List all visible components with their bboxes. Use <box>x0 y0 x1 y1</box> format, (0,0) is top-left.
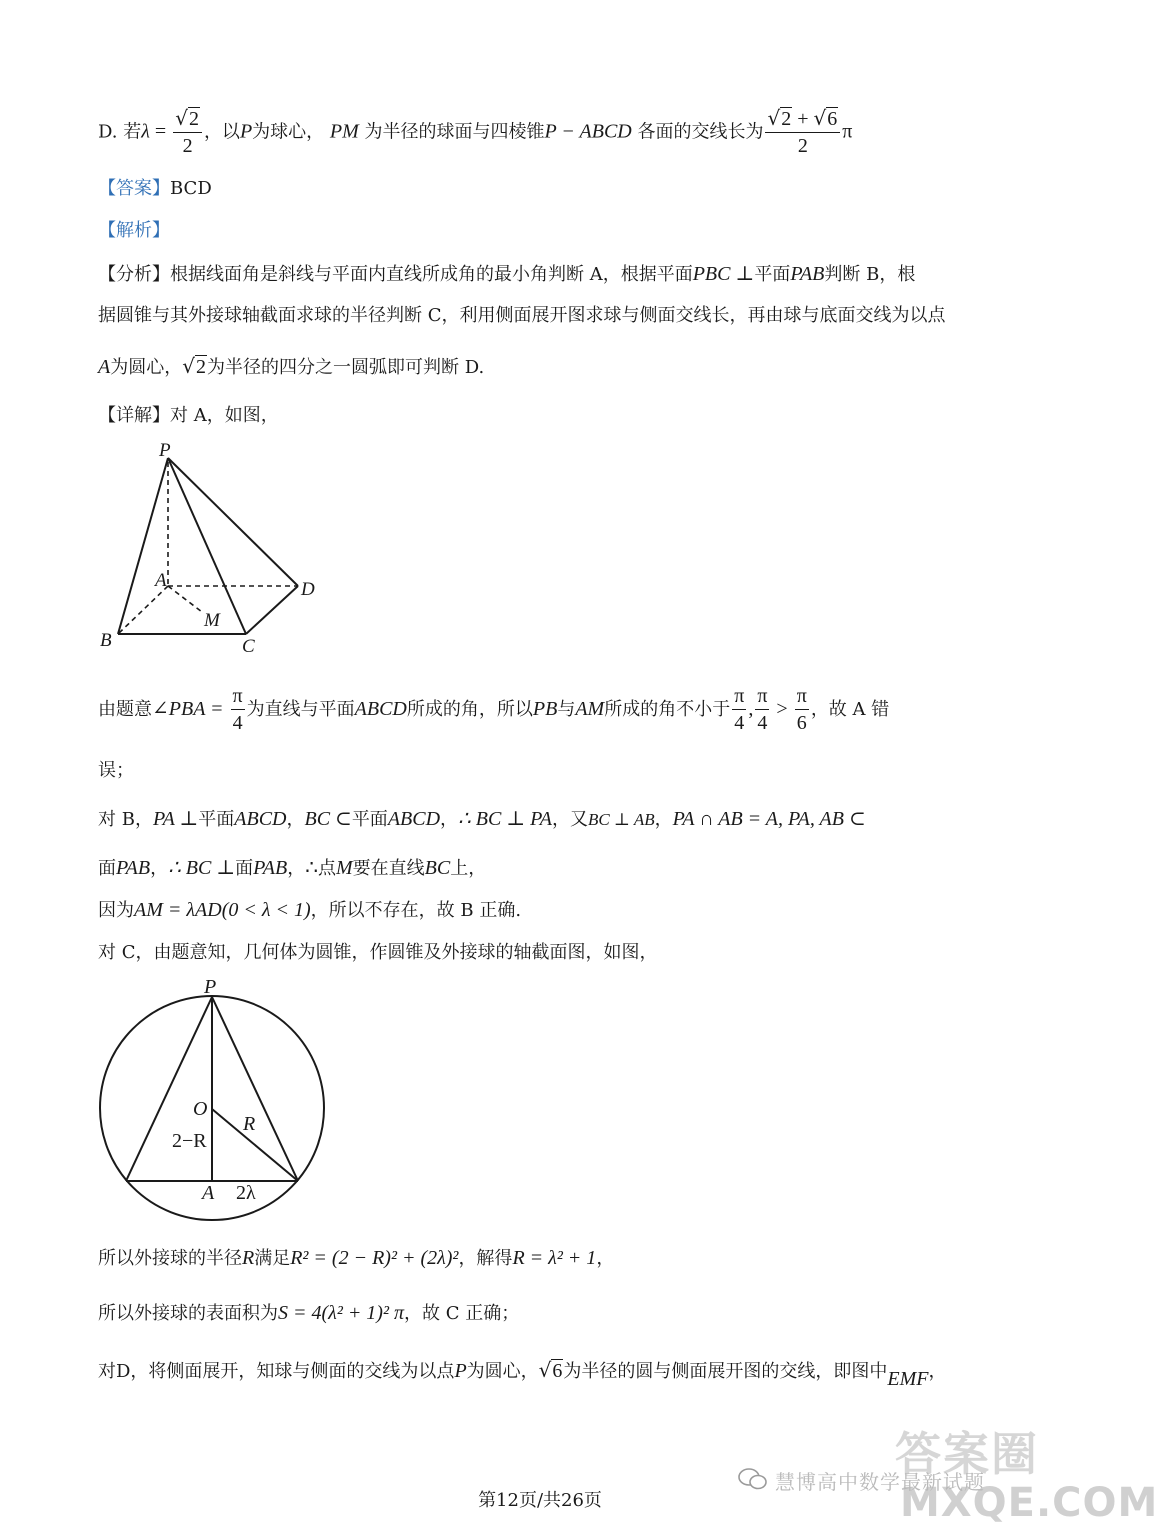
text: 面 <box>235 858 254 879</box>
fenxi-line-2 <box>98 307 946 325</box>
text: ，故 C 正确； <box>404 1303 520 1324</box>
cone-sphere-figure <box>96 975 332 1227</box>
para-s-line <box>98 1303 519 1323</box>
text: 所成的角，所以 <box>406 699 533 720</box>
text: 所以外接球的半径 <box>98 1248 242 1269</box>
text: 对D，将侧面展开，知球与侧面的交线为以点 <box>98 1361 455 1382</box>
label-b: B <box>100 630 112 651</box>
text: 上， <box>450 858 487 879</box>
text: 为圆心， <box>110 357 183 378</box>
point-p: P <box>239 120 253 143</box>
math: ABCD <box>387 808 441 830</box>
text: ， <box>928 1361 947 1382</box>
radicand-6: 6 <box>827 108 838 130</box>
frac-denominator: 4 <box>232 712 243 734</box>
frac-numerator: π <box>732 686 746 710</box>
analysis-tag-line <box>98 222 170 240</box>
text: 所成的角不小于 <box>604 699 731 720</box>
frac-denominator: 2 <box>182 135 193 157</box>
label-2-minus-r: 2−R <box>172 1130 207 1152</box>
fenxi-line-1 <box>98 264 915 284</box>
math: ABCD <box>234 808 287 830</box>
watermark-account: 慧博高中数学最新试题 <box>775 1470 985 1494</box>
para-r-line <box>98 1248 614 1268</box>
text: 要在直线 <box>352 858 425 879</box>
math: PA ⊥ <box>152 808 199 830</box>
detail-line <box>98 407 279 425</box>
label-p: P <box>204 976 217 998</box>
label-2-lambda: 2λ <box>236 1182 256 1204</box>
fraction-sqrt2-plus-sqrt6-over-2: $\frac{√2 + √6}{2}$ <box>765 108 840 157</box>
lambda-symbol: λ <box>141 120 150 143</box>
math: PBC ⊥ <box>692 263 755 285</box>
math: PAB <box>790 263 825 285</box>
page-footer: 第12页/共26页 <box>478 1490 602 1511</box>
text: 平面 <box>754 264 791 285</box>
segment-am <box>168 586 202 612</box>
point-m: M <box>335 857 353 879</box>
watermark-url: MXQE.COM <box>900 1480 1158 1526</box>
text: 为半径的圆与侧面展开图的交线，即图中 <box>563 1361 888 1382</box>
text: 对 C，由题意知，几何体为圆锥，作圆锥及外接球的轴截面图，如图， <box>98 942 658 963</box>
text: ， <box>596 1248 615 1269</box>
text: ， <box>287 858 306 879</box>
angle-pba: ∠PBA = <box>152 698 229 720</box>
text: ，所以不存在，故 B 正确. <box>310 900 522 921</box>
pyramid-name: P − ABCD <box>544 120 632 143</box>
math: PAB <box>116 857 151 879</box>
watermark-logo: 答案圈 <box>895 1427 1039 1481</box>
cone-right-edge <box>212 997 298 1181</box>
detail-text: 【详解】对 A，如图， <box>98 405 279 426</box>
math: PAB <box>253 857 288 879</box>
label-m: M <box>204 610 220 631</box>
text: 为半径的球面与四棱锥 <box>364 121 545 143</box>
text: 对 B， <box>98 809 153 830</box>
label-c: C <box>242 636 255 657</box>
radicand-2: 2 <box>781 108 792 130</box>
fraction-pi-over-4 <box>231 686 245 734</box>
label-p: P <box>159 440 171 461</box>
text: ， <box>654 809 673 830</box>
answer-tag: 【答案】 <box>98 178 170 199</box>
line-pb: PB <box>532 698 558 720</box>
text: ， <box>440 809 459 830</box>
radius-r: R <box>242 1247 255 1269</box>
radius-result: R = λ² + 1 <box>512 1247 597 1269</box>
text: 平面 <box>351 809 388 830</box>
frac-denominator: 2 <box>797 135 808 157</box>
text: ，解得 <box>458 1248 513 1269</box>
label-o: O <box>193 1098 208 1120</box>
text: ，又 <box>551 809 588 830</box>
frac-numerator: 2 <box>188 108 199 130</box>
edge-pb <box>118 458 168 634</box>
plus-sign: + <box>792 108 814 130</box>
text: ，故 A 错 <box>810 699 890 720</box>
text: 【分析】根据线面角是斜线与平面内直线所成角的最小角判断 A，根据平面 <box>98 264 693 285</box>
pi-symbol: π <box>842 120 853 143</box>
text: 因为 <box>98 900 134 921</box>
radicand-2: 2 <box>195 356 206 378</box>
math: BC ⊥ AB <box>587 810 655 829</box>
text: 与 <box>557 699 576 720</box>
equals-sign: = <box>149 120 172 143</box>
para-a-line-2 <box>98 762 134 780</box>
plane-abcd: ABCD <box>354 698 407 720</box>
para-c-line <box>98 944 658 962</box>
option-d-prefix: D. 若 <box>98 121 142 143</box>
line-am: AM <box>575 698 605 720</box>
segment-pm: PM <box>329 120 359 143</box>
edge-pd <box>168 458 298 586</box>
line-bc: BC <box>424 857 451 879</box>
text: 误； <box>98 760 134 781</box>
text: ， <box>286 809 305 830</box>
option-d-line <box>98 108 852 157</box>
fraction-sqrt2-over-2: $\frac{√2}{2}$ <box>173 108 202 157</box>
text: 据圆锥与其外接球轴截面求球的半径判断 C，利用侧面展开图求球与侧面交线长，再由球与底面交线为以点 <box>98 305 946 326</box>
frac-numerator: π <box>755 686 769 710</box>
point-a: A <box>98 356 111 378</box>
math: ∴ BC ⊥ PA <box>458 808 552 830</box>
text: 面 <box>98 858 116 879</box>
text: 各面的交线长为 <box>637 121 764 143</box>
radius-equation: R² = (2 − R)² + (2λ)² <box>290 1247 459 1269</box>
math: ∴ BC ⊥ <box>168 857 236 879</box>
edge-pc <box>168 458 246 634</box>
para-b-line-1 <box>98 809 866 829</box>
para-b-line-3 <box>98 900 521 920</box>
point-p: P <box>454 1360 467 1382</box>
para-a-line-1 <box>98 686 889 734</box>
text: 为圆心， <box>466 1361 539 1382</box>
frac-denominator: 4 <box>734 712 745 734</box>
text: 为半径的四分之一圆弧即可判断 D. <box>206 357 485 378</box>
fraction-pi-over-4 <box>732 686 746 734</box>
answer-line <box>98 180 212 198</box>
frac-denominator: 4 <box>757 712 768 734</box>
math: PA ∩ AB = A, PA, AB ⊂ <box>672 808 866 830</box>
cone-left-edge <box>126 997 212 1181</box>
label-r: R <box>243 1113 256 1135</box>
surface-area-equation: S = 4(λ² + 1)² π <box>278 1302 404 1324</box>
para-d-line: 对D，将侧面展开，知球与侧面的交线为以点P为圆心，√6为半径的圆与侧面展开图的交线，即图中EMF， <box>98 1358 947 1390</box>
fraction-pi-over-4 <box>755 686 769 734</box>
answer-text: BCD <box>170 178 212 199</box>
text: 为球心， <box>252 121 325 143</box>
analysis-tag: 【解析】 <box>98 220 170 241</box>
pyramid-figure <box>96 440 326 660</box>
text: 所以外接球的表面积为 <box>98 1303 278 1324</box>
math: BC ⊂ <box>304 808 352 830</box>
comma: , <box>748 698 754 720</box>
therefore: ∴ <box>305 857 318 879</box>
label-d: D <box>301 579 315 600</box>
text: 判断 B，根 <box>824 264 916 285</box>
label-a: A <box>155 570 167 591</box>
fraction-pi-over-6 <box>795 686 809 734</box>
frac-numerator: π <box>231 686 245 710</box>
text: 平面 <box>198 809 235 830</box>
text: 由题意 <box>98 699 152 720</box>
text: 为直线与平面 <box>246 699 355 720</box>
label-a: A <box>202 1182 215 1204</box>
para-b-line-2 <box>98 858 486 878</box>
text: 满足 <box>254 1248 291 1269</box>
frac-numerator: π <box>795 686 809 710</box>
fenxi-line-3: A为圆心，√2为半径的四分之一圆弧即可判断 D. <box>98 354 485 378</box>
greater-than: > <box>771 698 793 720</box>
text: ，以 <box>203 121 240 143</box>
frac-denominator: 6 <box>796 712 807 734</box>
text: 点 <box>317 858 336 879</box>
math: AM = λAD(0 < λ < 1) <box>134 899 311 921</box>
arc-emf: EMF <box>887 1368 929 1390</box>
radicand-6: 6 <box>552 1360 563 1382</box>
edge-cd <box>246 586 298 634</box>
text: ， <box>150 858 169 879</box>
